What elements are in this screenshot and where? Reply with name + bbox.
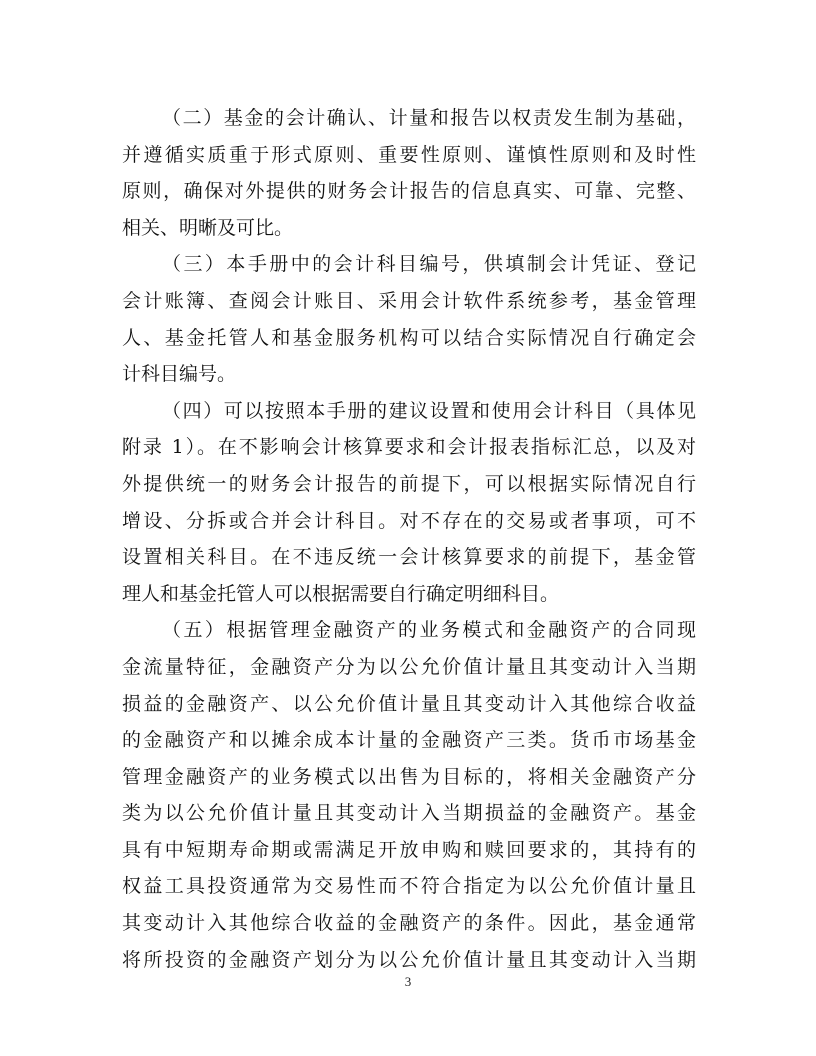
body-text bbox=[122, 100, 696, 978]
paragraph-line: 增设、分拆或合并会计科目。对不存在的交易或者事项，可不 bbox=[122, 509, 696, 532]
paragraph-line: 会计账簿、查阅会计账目、采用会计软件系统参考，基金管理 bbox=[122, 289, 696, 312]
paragraph-2 bbox=[122, 100, 696, 246]
paragraph-line: 类为以公允价值计量且其变动计入当期损益的金融资产。基金 bbox=[122, 802, 696, 825]
page-number: 3 bbox=[404, 974, 412, 989]
paragraph-line: 并遵循实质重于形式原则、重要性原则、谨慎性原则和及时性 bbox=[122, 143, 696, 166]
paragraph-line: 管理金融资产的业务模式以出售为目标的，将相关金融资产分 bbox=[122, 765, 696, 788]
paragraph-line: 人、基金托管人和基金服务机构可以结合实际情况自行确定会 bbox=[122, 326, 696, 349]
paragraph-line: （二）基金的会计确认、计量和报告以权责发生制为基础， bbox=[162, 107, 696, 129]
paragraph-line: 原则，确保对外提供的财务会计报告的信息真实、可靠、完整、 bbox=[122, 180, 696, 203]
paragraph-line: 理人和基金托管人可以根据需要自行确定明细科目。 bbox=[122, 582, 560, 605]
paragraph-line: 外提供统一的财务会计报告的前提下，可以根据实际情况自行 bbox=[122, 472, 696, 495]
paragraph-line: 的金融资产和以摊余成本计量的金融资产三类。货币市场基金 bbox=[122, 729, 696, 752]
paragraph-line: 损益的金融资产、以公允价值计量且其变动计入其他综合收益 bbox=[122, 692, 696, 715]
paragraph-line: 计科目编号。 bbox=[122, 363, 237, 386]
paragraph-line: 具有中短期寿命期或需满足开放申购和赎回要求的，其持有的 bbox=[122, 838, 696, 861]
paragraph-4 bbox=[122, 393, 696, 613]
paragraph-line: 将所投资的金融资产划分为以公允价值计量且其变动计入当期 bbox=[122, 948, 696, 971]
paragraph-line: （四）可以按照本手册的建议设置和使用会计科目（具体见 bbox=[162, 399, 696, 422]
paragraph-line: 相关、明晰及可比。 bbox=[122, 216, 294, 239]
paragraph-line: （三）本手册中的会计科目编号，供填制会计凭证、登记 bbox=[162, 253, 696, 276]
paragraph-line: 附录 1）。在不影响会计核算要求和会计报表指标汇总，以及对 bbox=[122, 436, 696, 459]
paragraph-line: 其变动计入其他综合收益的金融资产的条件。因此，基金通常 bbox=[122, 912, 696, 935]
paragraph-line: 金流量特征，金融资产分为以公允价值计量且其变动计入当期 bbox=[122, 655, 696, 678]
paragraph-line: （五）根据管理金融资产的业务模式和金融资产的合同现 bbox=[162, 619, 696, 642]
paragraph-line: 设置相关科目。在不违反统一会计核算要求的前提下，基金管 bbox=[122, 546, 696, 569]
paragraph-3 bbox=[122, 246, 696, 392]
paragraph-line: 权益工具投资通常为交易性而不符合指定为以公允价值计量且 bbox=[122, 875, 696, 898]
paragraph-5 bbox=[122, 612, 696, 978]
